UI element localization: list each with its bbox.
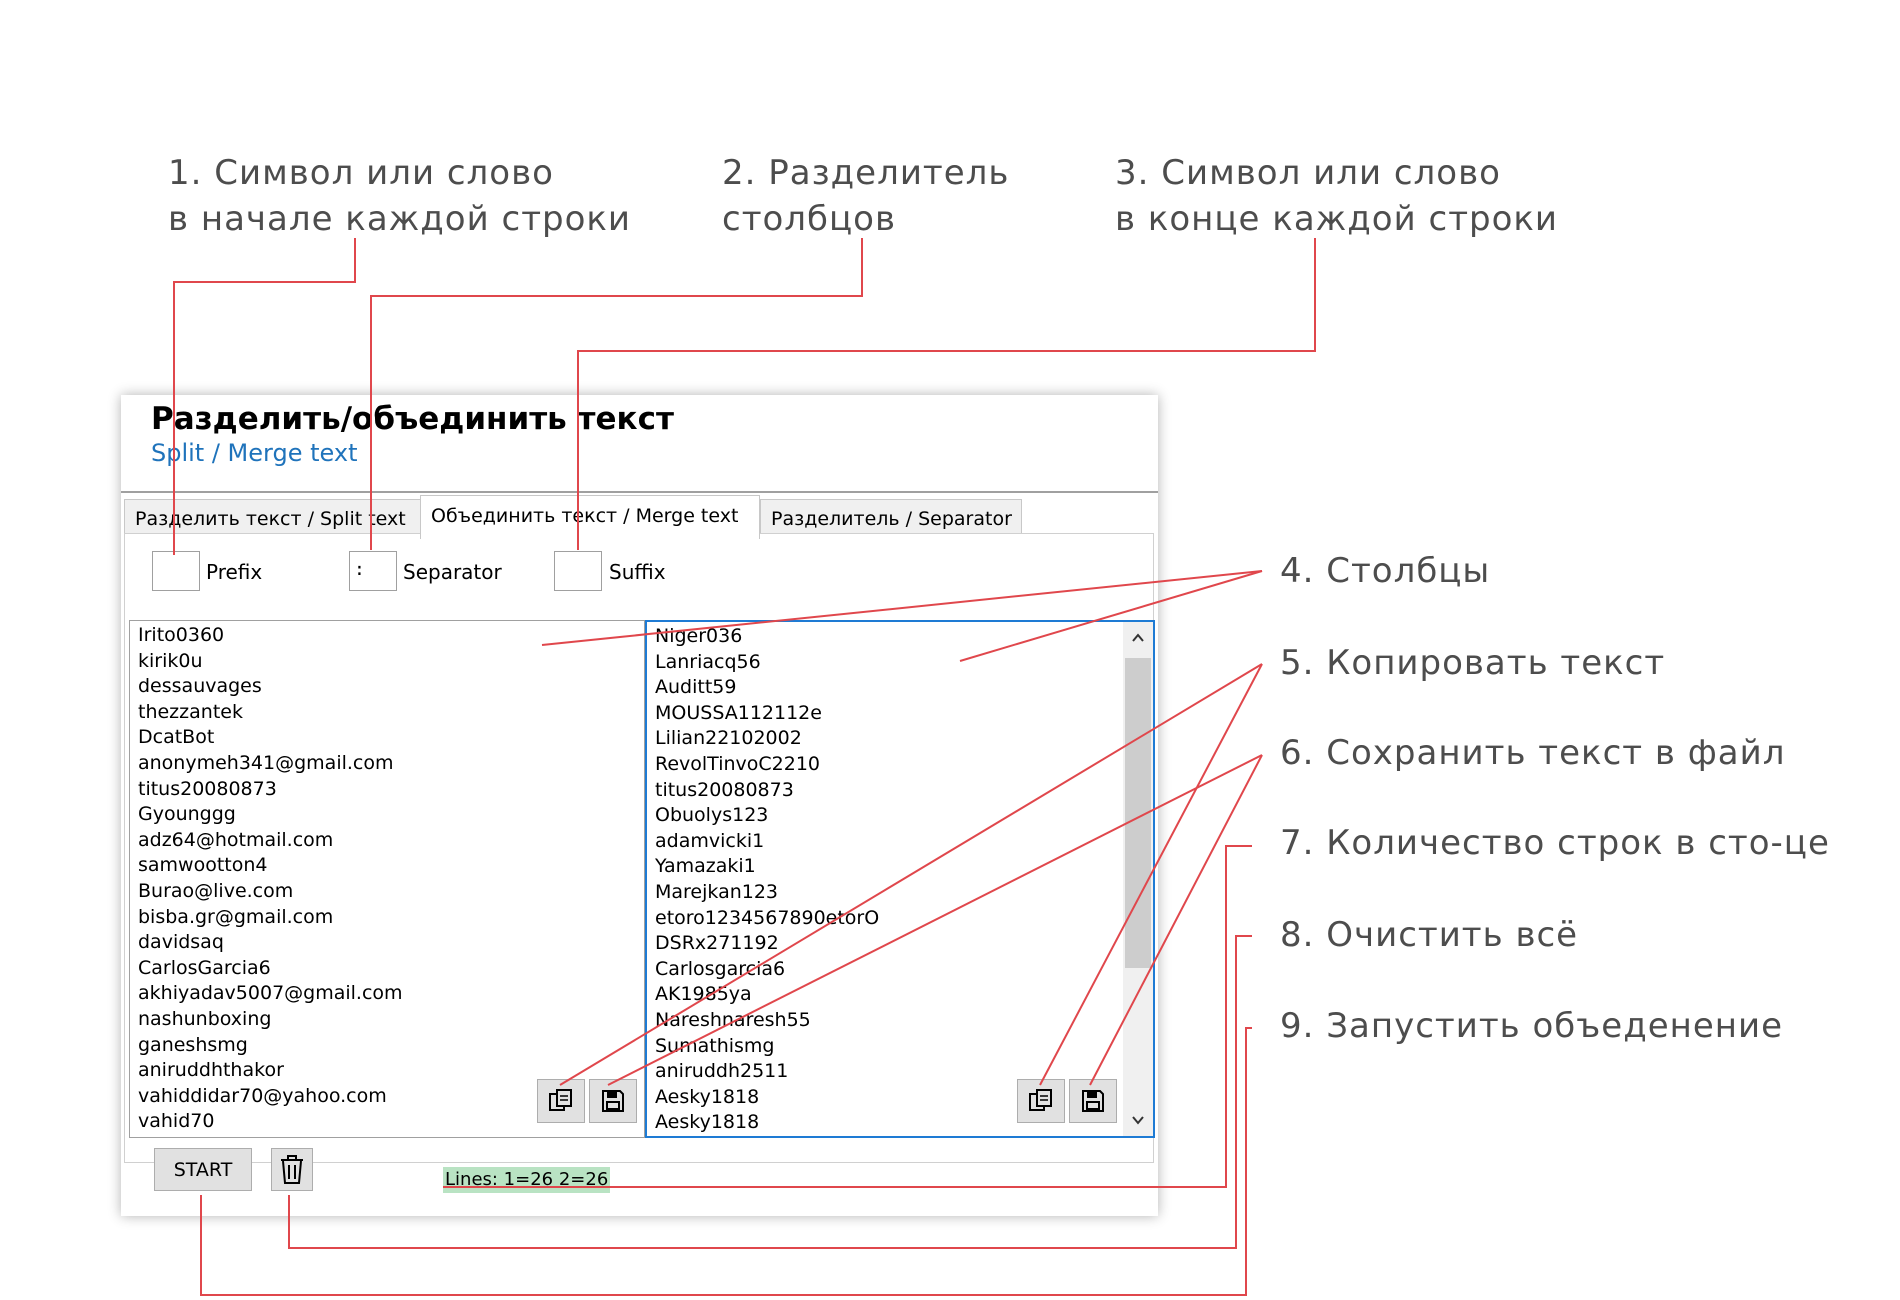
merge-tab-panel [124, 533, 1154, 1163]
list-item: Aesky1818 [655, 1085, 760, 1108]
app-title: Разделить/объединить текст [151, 401, 674, 437]
clear-all-button[interactable] [271, 1148, 313, 1191]
list-item: kirik0u [138, 649, 203, 672]
callout-copy: 5. Копировать текст [1280, 643, 1666, 683]
tab-split-text[interactable]: Разделить текст / Split text [124, 499, 422, 537]
column-1-copy-button[interactable] [537, 1079, 585, 1123]
suffix-input[interactable] [554, 551, 602, 591]
list-item: DcatBot [138, 726, 215, 749]
callout-separator-line2: столбцов [722, 199, 896, 239]
callout-suffix [1115, 150, 1558, 242]
callout-line-count: 7. Количество строк в сто-це [1280, 823, 1830, 863]
list-item: thezzantek [138, 700, 243, 723]
list-item: vahiddidar70@yahoo.com [138, 1084, 387, 1107]
list-item: Carlosgarcia6 [655, 957, 786, 980]
separator-input[interactable]: : [349, 551, 397, 591]
list-item: bisba.gr@gmail.com [138, 905, 334, 928]
callout-prefix-line1: 1. Символ или слово [168, 153, 554, 193]
start-button[interactable]: START [154, 1148, 252, 1191]
column-1-lines [138, 623, 636, 1135]
column-2-textarea[interactable] [645, 620, 1155, 1138]
list-item: Lanriacq56 [655, 650, 761, 673]
list-item: AK1985ya [655, 983, 752, 1006]
callout-columns: 4. Столбцы [1280, 551, 1491, 591]
separator-label: Separator [403, 560, 502, 584]
list-item: Nareshnaresh55 [655, 1008, 811, 1031]
list-item: titus20080873 [655, 778, 794, 801]
list-item: CarlosGarcia6 [138, 956, 271, 979]
callout-start: 9. Запустить объеденение [1280, 1006, 1784, 1046]
list-item: dessauvages [138, 675, 262, 698]
column-1-textarea[interactable] [129, 620, 645, 1138]
list-item: titus20080873 [138, 777, 277, 800]
tab-merge-text[interactable]: Объединить текст / Merge text [420, 495, 760, 539]
column-2-save-button[interactable] [1069, 1079, 1117, 1123]
callout-separator-line1: 2. Разделитель [722, 153, 1010, 193]
list-item: adz64@hotmail.com [138, 828, 334, 851]
column-2-copy-button[interactable] [1017, 1079, 1065, 1123]
callout-prefix-line2: в начале каждой строки [168, 199, 632, 239]
column-1-save-button[interactable] [589, 1079, 637, 1123]
list-item: Auditt59 [655, 676, 737, 699]
trash-icon [279, 1155, 305, 1185]
list-item: Obuolys123 [655, 804, 769, 827]
list-item: davidsaq [138, 931, 224, 954]
prefix-input[interactable] [152, 551, 200, 591]
list-item: akhiyadav5007@gmail.com [138, 982, 403, 1005]
list-item: nashunboxing [138, 1007, 272, 1030]
scroll-down-arrow-icon[interactable] [1130, 1112, 1146, 1128]
column-2-scrollbar[interactable] [1123, 622, 1153, 1136]
callout-prefix [168, 150, 631, 242]
list-item: Yamazaki1 [655, 855, 756, 878]
save-icon [1080, 1088, 1106, 1114]
list-item: Lilian22102002 [655, 727, 802, 750]
save-icon [600, 1088, 626, 1114]
list-item: etoro1234567890etorO [655, 906, 880, 929]
list-item: adamvicki1 [655, 829, 765, 852]
scroll-up-arrow-icon[interactable] [1130, 630, 1146, 646]
callout-separator [722, 150, 1009, 242]
list-item: aniruddh2511 [655, 1060, 789, 1083]
line-count-status: Lines: 1=26 2=26 [443, 1167, 610, 1193]
list-item: Burao@live.com [138, 879, 294, 902]
column-2-lines [655, 624, 1145, 1136]
list-item: Gyounggg [138, 803, 236, 826]
suffix-label: Suffix [609, 560, 666, 584]
copy-icon [1028, 1088, 1054, 1114]
callout-clear: 8. Очистить всё [1280, 915, 1579, 955]
list-item: DSRx271192 [655, 932, 779, 955]
copy-icon [548, 1088, 574, 1114]
tab-separator[interactable]: Разделитель / Separator [760, 499, 1022, 537]
callout-suffix-line2: в конце каждой строки [1115, 199, 1559, 239]
list-item: RevolTinvoC2210 [655, 752, 821, 775]
app-window [121, 395, 1158, 1216]
list-item: samwootton4 [138, 854, 268, 877]
list-item: Irito0360 [138, 624, 225, 646]
list-item: vahid70 [138, 1110, 215, 1133]
list-item: anonymeh341@gmail.com [138, 751, 394, 774]
list-item: Niger036 [655, 625, 743, 647]
list-item: Aesky1818 [655, 1111, 760, 1134]
list-item: ganeshsmg [138, 1033, 248, 1056]
prefix-label: Prefix [206, 560, 263, 584]
list-item: Marejkan123 [655, 880, 779, 903]
callout-save: 6. Сохранить текст в файл [1280, 733, 1786, 773]
app-subtitle: Split / Merge text [151, 439, 358, 467]
callout-suffix-line1: 3. Символ или слово [1115, 153, 1501, 193]
list-item: aniruddhthakor [138, 1059, 284, 1082]
list-item: Sumathismg [655, 1034, 775, 1057]
list-item: MOUSSA112112e [655, 701, 822, 724]
header-divider [121, 491, 1158, 493]
scrollbar-thumb[interactable] [1125, 658, 1151, 968]
